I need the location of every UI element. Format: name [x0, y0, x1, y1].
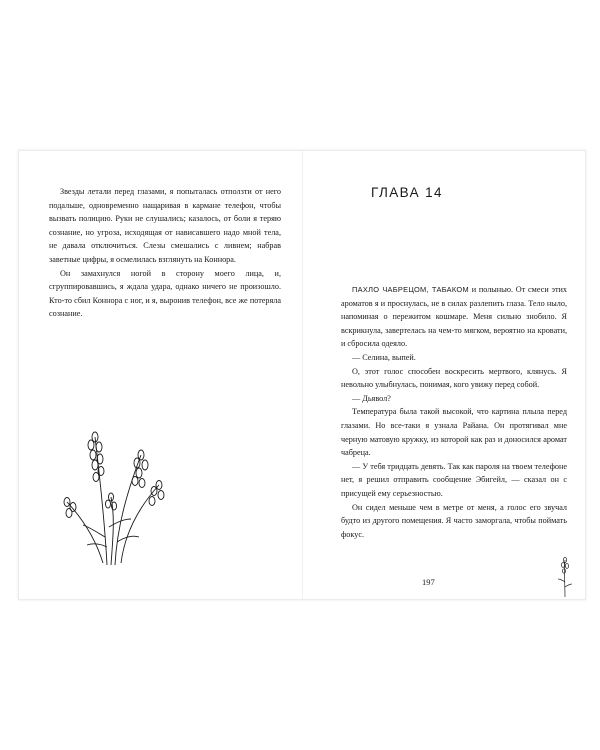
paragraph: — Дьявол?	[352, 393, 391, 403]
paragraph: Он замахнулся ногой в сторону моего лица, и, сгруппировавшись, я ждала удара, однако ничего не произошло. Кто-то сбил Коннора с ног, и я, выронив телефон, все же потеряла сознание.	[49, 268, 281, 319]
paragraph-text: и полынью. От смеси этих ароматов я и проснулась, не в силах разлепить глаза. Тело ныло, напоминая о пережитом кошмаре. Меня сильно знобило. Я вскрикнула, завертелась на чем-то мягком, вероятно на кровати, и сбросила одеяло.	[341, 285, 568, 349]
paragraph: — Селина, выпей.	[352, 352, 416, 362]
lavender-illustration-icon	[55, 407, 175, 567]
left-page-text	[49, 185, 281, 321]
paragraph	[341, 283, 567, 351]
paragraph: — У тебя тридцать девять. Так как пароля на твоем телефоне нет, я решил отправить сообщение Эбигейл, — сказал он с присущей ему серьезностью.	[341, 461, 567, 498]
right-page-text	[341, 185, 567, 541]
paragraph: О, этот голос способен воскресить мертвого, клянусь. Я невольно улыбнулась, понимая, кого увижу перед собой.	[341, 366, 567, 390]
paragraph: Температура была такой высокой, что картина плыла перед глазами. Но все-таки я узнала Райана. Он протягивал мне черную матовую кружку, из которой как раз и доносился аромат чабреца.	[341, 407, 567, 458]
paragraph: Он сидел меньше чем в метре от меня, а голос его звучал будто из другого помещения. Я часто заморгала, чтобы поймать фокус.	[341, 502, 567, 539]
book-gutter	[302, 151, 303, 599]
chapter-title: ГЛАВА 14	[371, 185, 443, 200]
chapter-lead-words: ПАХЛО ЧАБРЕЦОМ, ТАБАКОМ	[352, 285, 469, 294]
paragraph: Звезды летали перед глазами, я попыталась отползти от него подальше, одновременно нащаривая в кармане телефон, чтобы вызвать полицию. Руки не слушались; казалось, от боли я теряю сознание, но угроза, исходящая от нависавшего надо мной тела, не давала отключиться. Слезы смешались с ливнем; набрав заветные цифры, я осмелилась взглянуть на Коннора.	[49, 187, 281, 264]
lavender-sprig-icon	[557, 554, 573, 598]
book-spread	[18, 150, 586, 600]
page-number: 197	[422, 577, 435, 587]
